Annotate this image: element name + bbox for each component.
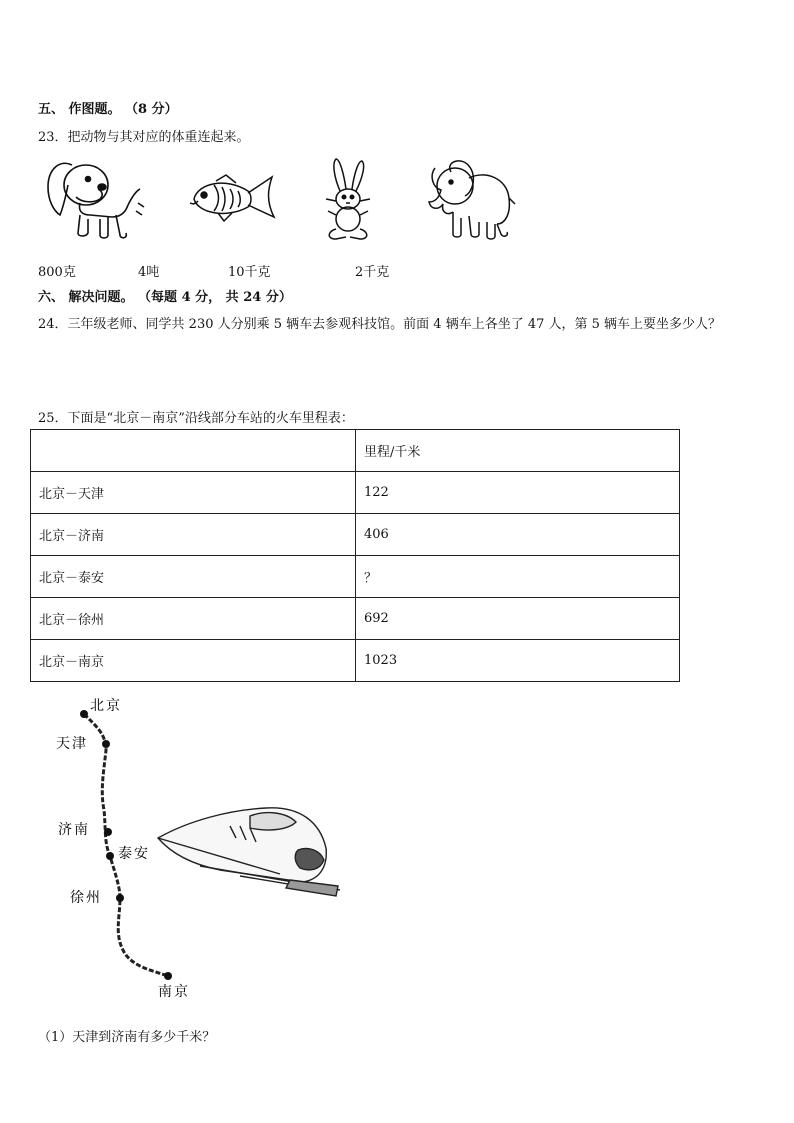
weight-option-4: 2千克 [355,265,390,280]
route-cell: 北京－泰安 [31,556,356,598]
station-dot-xuzhou [116,894,124,902]
station-dot-taian [106,852,114,860]
rabbit-icon [318,155,380,243]
railway-line [84,714,168,976]
table-row [31,556,680,598]
distance-cell: 122 [356,472,680,514]
station-label-xuzhou: 徐州 [70,890,102,906]
question-24-text: 24．三年级老师、同学共 230 人分别乘 5 辆车去参观科技馆。前面 4 辆车上各坐了 47 人，第 5 辆车上要坐多少人？ [38,317,722,332]
weight-option-3: 10千克 [228,265,271,280]
station-label-jinan: 济南 [58,822,90,838]
route-cell: 北京－济南 [31,514,356,556]
mileage-table [30,429,680,682]
train-icon [158,808,340,896]
station-dot-beijing [80,710,88,718]
section-6-heading: 六、 解决问题。 （每题 4 分， 共 24 分） [38,290,292,305]
station-label-nanjing: 南京 [158,984,190,1000]
table-row [31,514,680,556]
railway-route-map [40,690,340,1010]
station-dot-jinan [104,828,112,836]
distance-cell: 692 [356,598,680,640]
table-row [31,598,680,640]
dog-icon [42,155,146,243]
table-row [31,472,680,514]
distance-cell: 1023 [356,640,680,682]
route-cell: 北京－南京 [31,640,356,682]
question-25-text: 25．下面是“北京－南京”沿线部分车站的火车里程表： [38,411,354,426]
question-25-sub-1: （1）天津到济南有多少千米？ [38,1030,216,1045]
weight-option-1: 800克 [38,265,76,280]
table-header-cell: 里程/千米 [356,430,680,472]
question-23-text: 23．把动物与其对应的体重连起来。 [38,130,250,145]
fish-icon [186,173,278,223]
table-row [31,640,680,682]
route-cell: 北京－徐州 [31,598,356,640]
table-header-cell [31,430,356,472]
station-label-taian: 泰安 [118,846,150,862]
table-header-row [31,430,680,472]
distance-cell: 406 [356,514,680,556]
station-dot-nanjing [164,972,172,980]
weight-option-2: 4吨 [138,265,160,280]
route-cell: 北京－天津 [31,472,356,514]
distance-cell: ？ [356,556,680,598]
elephant-icon [425,158,517,242]
section-5-heading: 五、 作图题。 （8 分） [38,102,178,117]
station-label-tianjin: 天津 [56,736,88,752]
station-dot-tianjin [102,740,110,748]
station-label-beijing: 北京 [90,698,122,714]
